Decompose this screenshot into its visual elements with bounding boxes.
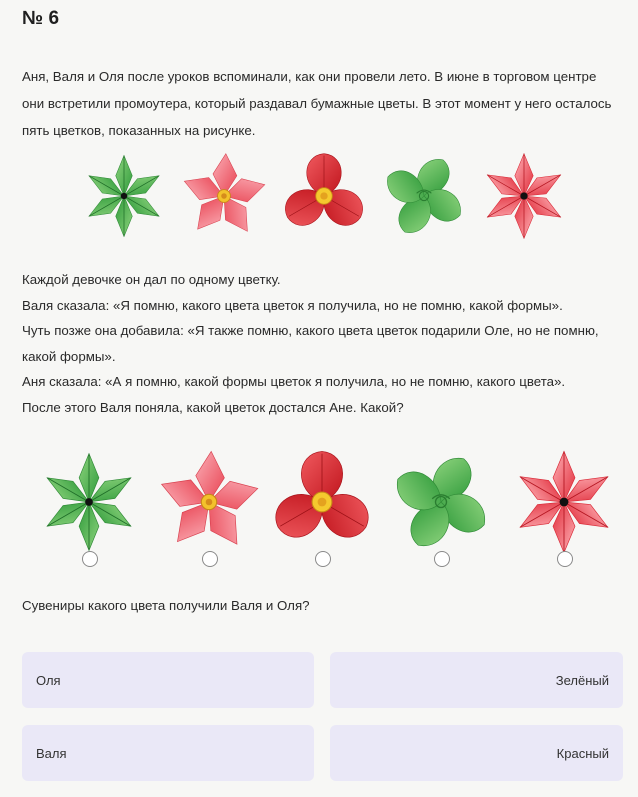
green-four-petal-flower-icon <box>378 150 470 242</box>
answer-field-olya[interactable]: Зелёный <box>330 652 623 708</box>
option-red-three-petal[interactable] <box>263 447 381 577</box>
answer-label-olya: Оля <box>22 652 314 708</box>
red-six-petal-flower-icon <box>478 150 570 242</box>
red-six-petal-flower-icon <box>509 447 619 557</box>
story-line: Чуть позже она добавила: «Я также помню, какого цвета цветок подарили Оле, но не помню, какой формы». <box>22 323 599 364</box>
option-red-six-petal[interactable] <box>505 447 623 577</box>
radio-button[interactable] <box>557 551 573 567</box>
task-story <box>22 267 627 420</box>
radio-button[interactable] <box>315 551 331 567</box>
option-green-six-petal[interactable] <box>30 447 148 577</box>
green-six-petal-flower-icon <box>78 150 170 242</box>
task-intro: Аня, Валя и Оля после уроков вспоминали, как они провели лето. В июне в торговом центре они встретили промоутера, который раздавал бумажные цветы. В этот момент у него осталось пять цветков, показанных на рисунке. <box>22 69 612 138</box>
radio-button[interactable] <box>434 551 450 567</box>
question-text: Сувениры какого цвета получили Валя и Оля? <box>22 598 310 613</box>
option-green-four-petal[interactable] <box>382 447 500 577</box>
green-four-petal-flower-icon <box>386 447 496 557</box>
radio-button[interactable] <box>82 551 98 567</box>
red-three-petal-flower-icon <box>267 447 377 557</box>
story-line: Аня сказала: «А я помню, какой формы цветок я получила, но не помню, какого цвета». <box>22 374 566 389</box>
task-title: № 6 <box>22 8 60 29</box>
red-three-petal-flower-icon <box>278 150 370 242</box>
answer-label-valya: Валя <box>22 725 314 781</box>
flowers-illustration <box>78 150 570 242</box>
option-pink-five-petal[interactable] <box>150 447 268 577</box>
radio-button[interactable] <box>202 551 218 567</box>
pink-five-petal-flower-icon <box>178 150 270 242</box>
story-line: Валя сказала: «Я помню, какого цвета цветок я получила, но не помню, какой формы». <box>22 297 563 313</box>
story-line: Каждой девочке он дал по одному цветку. <box>22 272 281 287</box>
green-six-petal-flower-icon <box>34 447 144 557</box>
pink-five-petal-flower-icon <box>154 447 264 557</box>
story-line: После этого Валя поняла, какой цветок достался Ане. Какой? <box>22 399 404 415</box>
flower-options <box>30 447 600 577</box>
answer-field-valya[interactable]: Красный <box>330 725 623 781</box>
